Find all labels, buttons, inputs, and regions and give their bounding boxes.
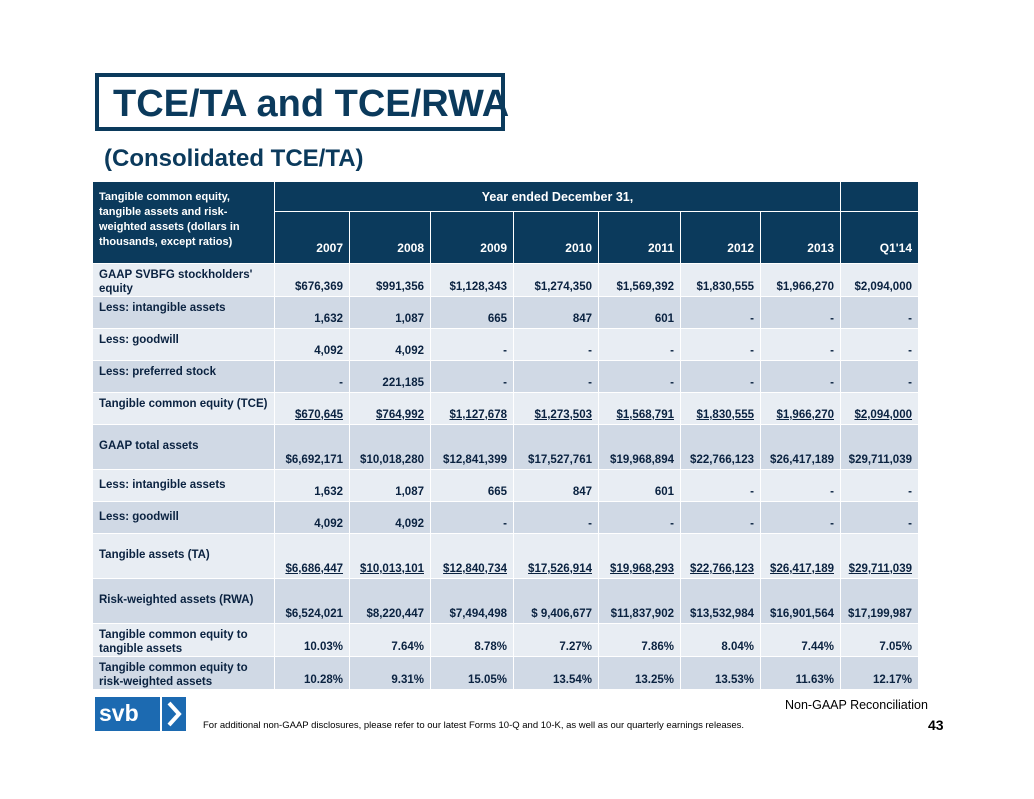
cell: 601 xyxy=(599,297,681,329)
cell: $670,645 xyxy=(275,393,350,425)
table-row xyxy=(93,470,919,502)
cell: $1,128,343 xyxy=(431,264,514,297)
row-label: Less: goodwill xyxy=(93,329,275,361)
cell: - xyxy=(514,361,599,393)
cell: 665 xyxy=(431,297,514,329)
table-row xyxy=(93,579,919,624)
cell: 13.54% xyxy=(514,657,599,690)
cell: 4,092 xyxy=(275,329,350,361)
cell: $29,711,039 xyxy=(841,425,919,470)
table-row xyxy=(93,657,919,690)
cell: $17,527,761 xyxy=(514,425,599,470)
corner-header: Tangible common equity, tangible assets and risk-weighted assets (dollars in thousands, except ratios) xyxy=(93,182,275,264)
cell: 4,092 xyxy=(350,502,431,534)
year-header: 2010 xyxy=(514,212,599,264)
cell: 12.17% xyxy=(841,657,919,690)
cell: $764,992 xyxy=(350,393,431,425)
cell: 7.44% xyxy=(761,624,841,657)
cell: - xyxy=(599,329,681,361)
cell: - xyxy=(841,470,919,502)
cell: $12,840,734 xyxy=(431,534,514,579)
cell: $1,830,555 xyxy=(681,264,761,297)
svb-logo xyxy=(95,697,186,731)
cell: $29,711,039 xyxy=(841,534,919,579)
logo-box xyxy=(95,697,160,731)
cell: - xyxy=(761,329,841,361)
cell: - xyxy=(681,502,761,534)
cell: - xyxy=(681,329,761,361)
cell: 847 xyxy=(514,297,599,329)
table-row xyxy=(93,393,919,425)
cell: $22,766,123 xyxy=(681,534,761,579)
year-span-header: Year ended December 31, xyxy=(275,182,841,212)
cell: 847 xyxy=(514,470,599,502)
cell: $22,766,123 xyxy=(681,425,761,470)
cell: $1,569,392 xyxy=(599,264,681,297)
chevron-right-icon xyxy=(162,697,186,731)
cell: 15.05% xyxy=(431,657,514,690)
cell: $12,841,399 xyxy=(431,425,514,470)
cell: $1,830,555 xyxy=(681,393,761,425)
cell: $8,220,447 xyxy=(350,579,431,624)
cell: 665 xyxy=(431,470,514,502)
cell: $7,494,498 xyxy=(431,579,514,624)
cell: 8.78% xyxy=(431,624,514,657)
cell: 7.05% xyxy=(841,624,919,657)
row-label: Less: intangible assets xyxy=(93,297,275,329)
cell: $10,018,280 xyxy=(350,425,431,470)
cell: - xyxy=(514,502,599,534)
page-subtitle: (Consolidated TCE/TA) xyxy=(104,145,364,172)
cell: $17,526,914 xyxy=(514,534,599,579)
cell: - xyxy=(431,361,514,393)
table-row xyxy=(93,329,919,361)
cell: - xyxy=(841,502,919,534)
cell: $26,417,189 xyxy=(761,534,841,579)
year-header: 2008 xyxy=(350,212,431,264)
cell: $19,968,293 xyxy=(599,534,681,579)
cell: $10,013,101 xyxy=(350,534,431,579)
financial-table xyxy=(92,181,919,690)
table-row xyxy=(93,624,919,657)
table-row xyxy=(93,425,919,470)
row-label: Risk-weighted assets (RWA) xyxy=(93,579,275,624)
cell: 1,632 xyxy=(275,470,350,502)
cell: - xyxy=(275,361,350,393)
cell: 9.31% xyxy=(350,657,431,690)
cell: 13.25% xyxy=(599,657,681,690)
cell: 7.86% xyxy=(599,624,681,657)
cell: 4,092 xyxy=(350,329,431,361)
table-row xyxy=(93,534,919,579)
cell: $2,094,000 xyxy=(841,393,919,425)
cell: $13,532,984 xyxy=(681,579,761,624)
cell: - xyxy=(841,297,919,329)
row-label: Tangible common equity (TCE) xyxy=(93,393,275,425)
footnote: For additional non-GAAP disclosures, please refer to our latest Forms 10-Q and 10-K, as well as our quarterly earnings releases. xyxy=(203,720,745,731)
table-row xyxy=(93,264,919,297)
row-label: Tangible common equity to tangible assets xyxy=(93,624,275,657)
year-header: 2011 xyxy=(599,212,681,264)
cell: $1,966,270 xyxy=(761,393,841,425)
row-label: GAAP SVBFG stockholders' equity xyxy=(93,264,275,297)
cell: $19,968,894 xyxy=(599,425,681,470)
cell: 10.28% xyxy=(275,657,350,690)
cell: - xyxy=(681,470,761,502)
cell: $1,273,503 xyxy=(514,393,599,425)
cell: - xyxy=(761,361,841,393)
cell: 1,632 xyxy=(275,297,350,329)
cell: - xyxy=(681,361,761,393)
year-header: Q1'14 xyxy=(841,212,919,264)
cell: $1,274,350 xyxy=(514,264,599,297)
cell: $1,568,791 xyxy=(599,393,681,425)
cell: 1,087 xyxy=(350,470,431,502)
cell: 7.64% xyxy=(350,624,431,657)
cell: 4,092 xyxy=(275,502,350,534)
year-header: 2013 xyxy=(761,212,841,264)
cell: 1,087 xyxy=(350,297,431,329)
cell: 221,185 xyxy=(350,361,431,393)
cell: 7.27% xyxy=(514,624,599,657)
cell: $11,837,902 xyxy=(599,579,681,624)
year-header: 2007 xyxy=(275,212,350,264)
cell: $2,094,000 xyxy=(841,264,919,297)
cell: $6,524,021 xyxy=(275,579,350,624)
cell: - xyxy=(761,297,841,329)
cell: $991,356 xyxy=(350,264,431,297)
cell: $1,127,678 xyxy=(431,393,514,425)
row-label: Less: intangible assets xyxy=(93,470,275,502)
cell: $676,369 xyxy=(275,264,350,297)
table-row xyxy=(93,297,919,329)
row-label: Tangible assets (TA) xyxy=(93,534,275,579)
non-gaap-label: Non-GAAP Reconciliation xyxy=(785,698,928,712)
cell: 13.53% xyxy=(681,657,761,690)
cell: - xyxy=(514,329,599,361)
cell: $1,966,270 xyxy=(761,264,841,297)
cell: - xyxy=(431,329,514,361)
blank-header xyxy=(841,182,919,212)
row-label: Less: preferred stock xyxy=(93,361,275,393)
cell: $6,692,171 xyxy=(275,425,350,470)
year-header: 2012 xyxy=(681,212,761,264)
title-box xyxy=(95,73,510,131)
cell: $6,686,447 xyxy=(275,534,350,579)
table-row xyxy=(93,502,919,534)
cell: - xyxy=(761,502,841,534)
cell: $ 9,406,677 xyxy=(514,579,599,624)
cell: - xyxy=(599,361,681,393)
page-title: TCE/TA and TCE/RWA xyxy=(113,83,510,125)
row-label: Less: goodwill xyxy=(93,502,275,534)
cell: - xyxy=(599,502,681,534)
cell: - xyxy=(841,361,919,393)
cell: 8.04% xyxy=(681,624,761,657)
cell: 10.03% xyxy=(275,624,350,657)
page-number: 43 xyxy=(928,717,944,733)
cell: - xyxy=(841,329,919,361)
year-header: 2009 xyxy=(431,212,514,264)
cell: - xyxy=(681,297,761,329)
table-row xyxy=(93,361,919,393)
row-label: Tangible common equity to risk-weighted assets xyxy=(93,657,275,690)
cell: - xyxy=(431,502,514,534)
logo-text: svb xyxy=(99,700,139,726)
cell: 11.63% xyxy=(761,657,841,690)
cell: $26,417,189 xyxy=(761,425,841,470)
row-label: GAAP total assets xyxy=(93,425,275,470)
cell: - xyxy=(761,470,841,502)
cell: $16,901,564 xyxy=(761,579,841,624)
cell: $17,199,987 xyxy=(841,579,919,624)
cell: 601 xyxy=(599,470,681,502)
